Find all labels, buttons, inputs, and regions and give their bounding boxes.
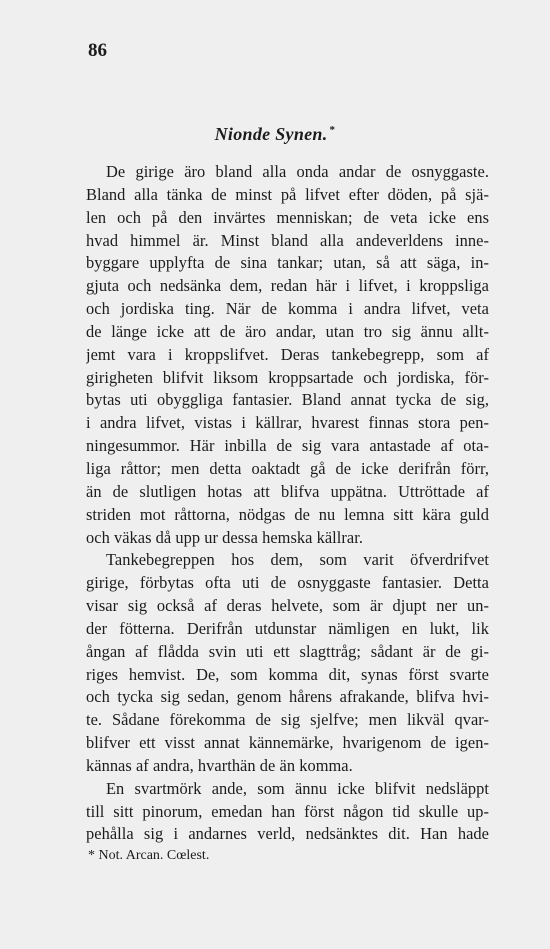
text-line: Bland alla tänka de minst på lifvet efter döden, på sjä- <box>86 184 489 204</box>
footnote-marker: * <box>329 124 336 136</box>
text-line: striden mot råttorna, nödgas de nu lemna sitt kära guld <box>86 504 489 524</box>
text-line: och jordiska ting. När de komma i andra lifvet, veta <box>86 299 489 319</box>
text-line: blifver ett visst annat kännemärke, hvarigenom de igen- <box>86 733 489 753</box>
text-line: En svartmörk ande, som ännu icke blifvit nedsläppt <box>106 778 489 798</box>
text-line: ningesummor. Här inbilla de sig vara antastade af ota- <box>86 436 489 456</box>
text-line: ångan af flådda svin uti ett slagttråg; sådant är de gi- <box>86 641 489 661</box>
text-line: len och på den invärtes menniskan; de veta icke ens <box>86 207 489 227</box>
text-line: gjuta och nedsänka dem, redan här i lifvet, i kroppsliga <box>86 276 489 296</box>
text-line: de länge icke att de äro andar, utan tro sig ännu allt- <box>86 321 489 341</box>
text-line: hvad himmel är. Minst bland alla andeverldens inne- <box>86 230 489 250</box>
text-line: liga råttor; men detta oaktadt gå de icke derifrån förr, <box>86 458 489 478</box>
text-line: girige, förbytas ofta uti de osnyggaste fantasier. Detta <box>86 573 489 593</box>
text-line: te. Sådane förekomma de sig sjelfve; men likväl qvar- <box>86 710 489 730</box>
text-line: girigheten blifvit liksom kroppsartade och jordiska, för- <box>86 367 489 387</box>
text-line: De girige äro bland alla onda andar de osnyggaste. <box>106 162 489 181</box>
text-line: riges hemvist. De, som komma dit, synas först svarte <box>86 664 489 684</box>
body-text <box>86 161 489 846</box>
text-line: visar sig också af deras helvete, som är djupt ner un- <box>86 596 489 616</box>
page-number: 86 <box>88 40 107 61</box>
text-line: och tycka sig sedan, genom hårens afrakande, blifva hvi- <box>86 687 489 707</box>
text-line: än de slutligen hotas att blifva uppätna. Uttröttade af <box>86 481 489 501</box>
text-line: till sitt pinorum, emedan han först någon tid skulle up- <box>86 801 489 821</box>
chapter-heading-text: Nionde Synen. <box>214 124 328 144</box>
text-line: der fötterna. Derifrån utdunstar nämligen en lukt, lik <box>86 618 489 638</box>
text-line: jemt vara i kroppslifvet. Deras tankebegrepp, som af <box>86 344 489 364</box>
footnote: * Not. Arcan. Cœlest. <box>88 848 210 863</box>
chapter-heading <box>0 124 550 145</box>
text-line: i andra lifvet, vistas i källrar, hvarest finnas stora pen- <box>86 413 489 433</box>
text-line: bytas uti obyggliga fantasier. Bland annat tycka de sig, <box>86 390 489 410</box>
text-line: pehålla sig i andarnes verld, nedsänktes dit. Han hade <box>86 824 489 844</box>
text-line: Tankebegreppen hos dem, som varit öfverdrifvet <box>106 550 489 570</box>
text-line: byggare upplyfta de sina tankar; utan, så att säga, in- <box>86 253 489 273</box>
text-line: kännas af andra, hvarthän de än komma. <box>86 755 353 775</box>
text-line: och väkas då upp ur dessa hemska källrar. <box>86 527 363 547</box>
